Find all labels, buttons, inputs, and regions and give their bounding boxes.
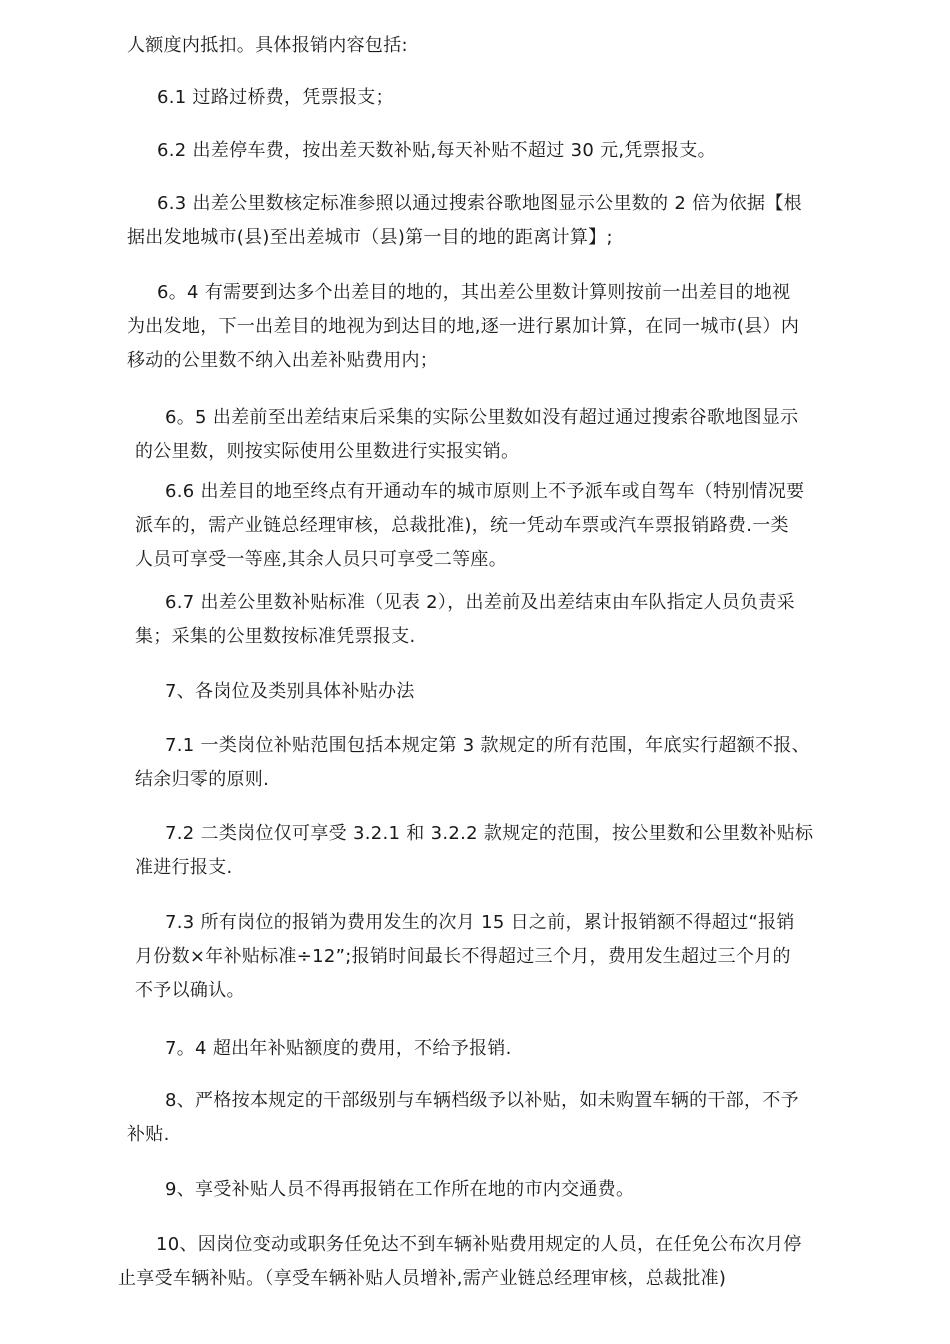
paragraph-9: [165, 1173, 634, 1207]
text-line: 移动的公里数不纳入出差补贴费用内；: [127, 350, 439, 371]
text-line: 6.7 出差公里数补贴标准（见表 2），出差前及出差结束由车队指定人员负责采: [165, 592, 795, 613]
text-line: 6。4 有需要到达多个出差目的地的，其出差公里数计算则按前一出差目的地视: [157, 282, 791, 303]
text-line: 不予以确认。: [135, 980, 245, 1001]
text-line: 人员可享受一等座,其余人员只可享受二等座。: [135, 549, 508, 570]
paragraph-6-4: [127, 276, 799, 378]
paragraph-7-1: [135, 729, 810, 797]
text-line: 准进行报支.: [135, 857, 233, 878]
text-line: 止享受车辆补贴。（享受车辆补贴人员增补,需产业链总经理审核，总裁批准): [118, 1268, 727, 1289]
text-line: 6.2 出差停车费，按出差天数补贴,每天补贴不超过 30 元,凭票报支。: [157, 140, 716, 161]
text-line: 7。4 超出年补贴额度的费用，不给予报销.: [165, 1038, 512, 1059]
text-line: 补贴.: [127, 1124, 170, 1145]
text-line: 据出发地城市(县)至出差城市（县)第一目的地的距离计算】;: [127, 227, 613, 248]
paragraph-7-heading: [165, 675, 415, 709]
paragraph-10: [118, 1228, 802, 1296]
paragraph-6-3: [127, 187, 802, 255]
paragraph-7-3: [135, 906, 795, 1008]
text-line: 6。5 出差前至出差结束后采集的实际公里数如没有超过通过搜索谷歌地图显示: [165, 407, 799, 428]
text-line: 结余归零的原则.: [135, 769, 270, 790]
text-line: 6.3 出差公里数核定标准参照以通过搜索谷歌地图显示公里数的 2 倍为依据【根: [157, 193, 802, 214]
paragraph-intro: [127, 29, 408, 63]
text-line: 为出发地，下一出差目的地视为到达目的地,逐一进行累加计算，在同一城市(县）内: [127, 316, 800, 337]
text-line: 6.1 过路过桥费，凭票报支；: [157, 87, 394, 108]
paragraph-7-4: [165, 1032, 512, 1066]
text-line: 月份数×年补贴标准÷12”;报销时间最长不得超过三个月，费用发生超过三个月的: [135, 946, 791, 967]
text-line: 7.1 一类岗位补贴范围包括本规定第 3 款规定的所有范围，年底实行超额不报、: [165, 735, 810, 756]
paragraph-6-1: [157, 81, 394, 115]
text-line: 派车的，需产业链总经理审核，总裁批准)，统一凭动车票或汽车票报销路费.一类: [135, 515, 789, 536]
text-line: 10、因岗位变动或职务任免达不到车辆补贴费用规定的人员，在任免公布次月停: [156, 1234, 802, 1255]
paragraph-8: [127, 1084, 799, 1152]
text-line: 8、严格按本规定的干部级别与车辆档级予以补贴，如未购置车辆的干部，不予: [165, 1090, 799, 1111]
paragraph-6-7: [135, 586, 795, 654]
paragraph-6-6: [135, 475, 804, 577]
text-line: 9、享受补贴人员不得再报销在工作所在地的市内交通费。: [165, 1179, 635, 1200]
text-line: 7、各岗位及类别具体补贴办法: [165, 681, 415, 702]
text-line: 7.2 二类岗位仅可享受 3.2.1 和 3.2.2 款规定的范围，按公里数和公里数补贴标: [165, 823, 814, 844]
text-line: 6.6 出差目的地至终点有开通动车的城市原则上不予派车或自驾车（特别情况要: [165, 481, 805, 502]
paragraph-7-2: [135, 817, 813, 885]
text-line: 7.3 所有岗位的报销为费用发生的次月 15 日之前，累计报销额不得超过“报销: [165, 912, 795, 933]
paragraph-6-5: [135, 401, 798, 469]
paragraph-6-2: [157, 134, 716, 168]
text-line: 的公里数，则按实际使用公里数进行实报实销。: [135, 441, 520, 462]
text-line: 人额度内抵扣。具体报销内容包括:: [127, 35, 408, 56]
text-line: 集；采集的公里数按标准凭票报支.: [135, 626, 416, 647]
